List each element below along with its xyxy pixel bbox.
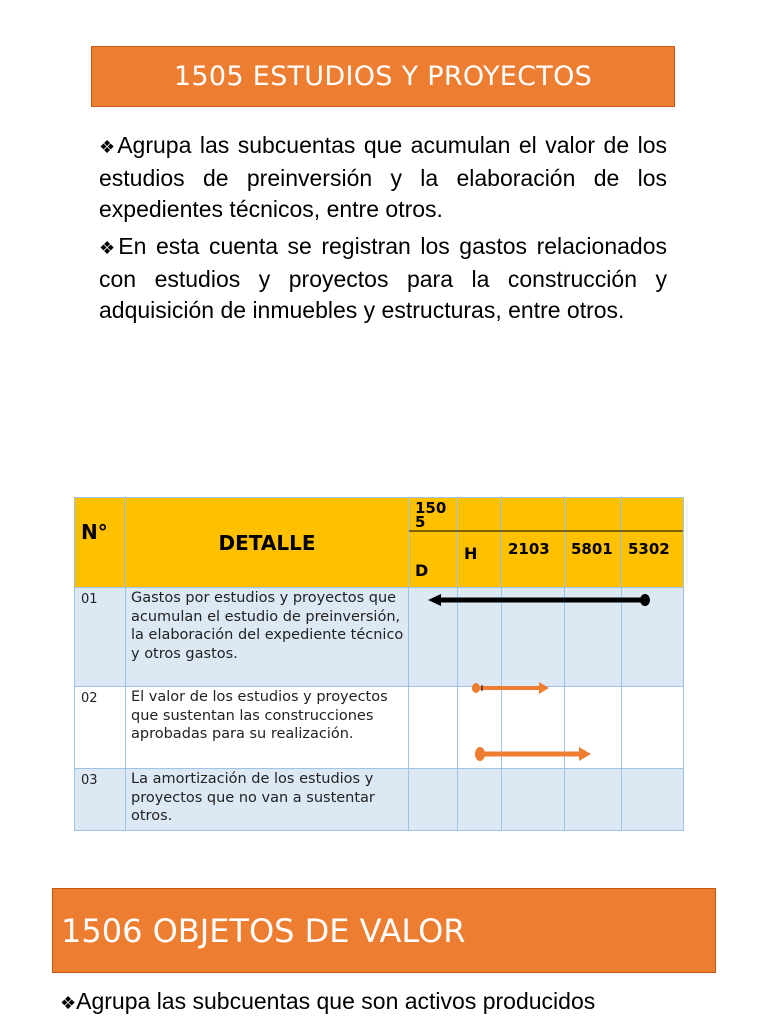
row-detail: La amortización de los estudios y proyectos que no van a sustentar otros.	[126, 769, 409, 831]
paragraph-1505-grouping-text: Agrupa las subcuentas que acumulan el valor de los estudios de preinversión y la elaboración de los expedientes técnicos, entre otros.	[99, 132, 667, 222]
cell-empty	[502, 769, 565, 831]
section-1506-title: 1506 OBJETOS DE VALOR	[61, 911, 466, 950]
cell-empty	[458, 588, 502, 687]
diamond-bullet-icon: ❖	[60, 993, 77, 1013]
paragraph-1506-grouping	[60, 986, 720, 1019]
row-detail: Gastos por estudios y proyectos que acumulan el estudio de preinversión, la elaboración del expediente técnico y otros gastos.	[126, 588, 409, 687]
diamond-bullet-icon: ❖	[99, 137, 118, 157]
accounting-table	[74, 497, 684, 831]
table-row	[75, 769, 684, 831]
header-detalle: DETALLE	[126, 498, 409, 588]
cell-empty	[458, 769, 502, 831]
paragraph-1505-registration-text: En esta cuenta se registran los gastos relacionados con estudios y proyectos para la construcción y adquisición de inmuebles y estructuras, entre otros.	[99, 233, 667, 323]
diamond-bullet-icon: ❖	[99, 238, 119, 258]
cell-empty	[409, 769, 458, 831]
row-number: 01	[75, 588, 126, 687]
section-1505-title-banner	[91, 46, 675, 107]
table-row	[75, 687, 684, 769]
header-account-number: 150 5	[415, 499, 447, 531]
cell-empty	[565, 588, 622, 687]
section-1505-title: 1505 ESTUDIOS Y PROYECTOS	[173, 61, 593, 92]
cell-empty	[502, 588, 565, 687]
header-account-5801: 5801	[565, 498, 622, 588]
header-number: N°	[75, 498, 126, 588]
cell-empty	[409, 588, 458, 687]
cell-empty	[409, 687, 458, 769]
table-row	[75, 588, 684, 687]
paragraph-1505-registration	[99, 231, 667, 326]
header-credit: H	[458, 498, 502, 588]
paragraph-1505-grouping	[99, 130, 667, 225]
paragraph-1506-grouping-text: Agrupa las subcuentas que son activos producidos	[76, 988, 596, 1014]
cell-empty	[502, 687, 565, 769]
header-account-5302: 5302	[622, 498, 684, 588]
header-account-2103: 2103	[502, 498, 565, 588]
cell-empty	[565, 687, 622, 769]
header-account-debit	[409, 498, 458, 588]
section-1506-title-banner	[52, 888, 716, 973]
cell-empty	[622, 769, 684, 831]
row-number: 02	[75, 687, 126, 769]
cell-empty	[458, 687, 502, 769]
header-debit: D	[415, 561, 429, 580]
row-detail: El valor de los estudios y proyectos que sustentan las construcciones aprobadas para su realización.	[126, 687, 409, 769]
cell-empty	[565, 769, 622, 831]
row-number: 03	[75, 769, 126, 831]
cell-empty	[622, 687, 684, 769]
cell-empty	[622, 588, 684, 687]
